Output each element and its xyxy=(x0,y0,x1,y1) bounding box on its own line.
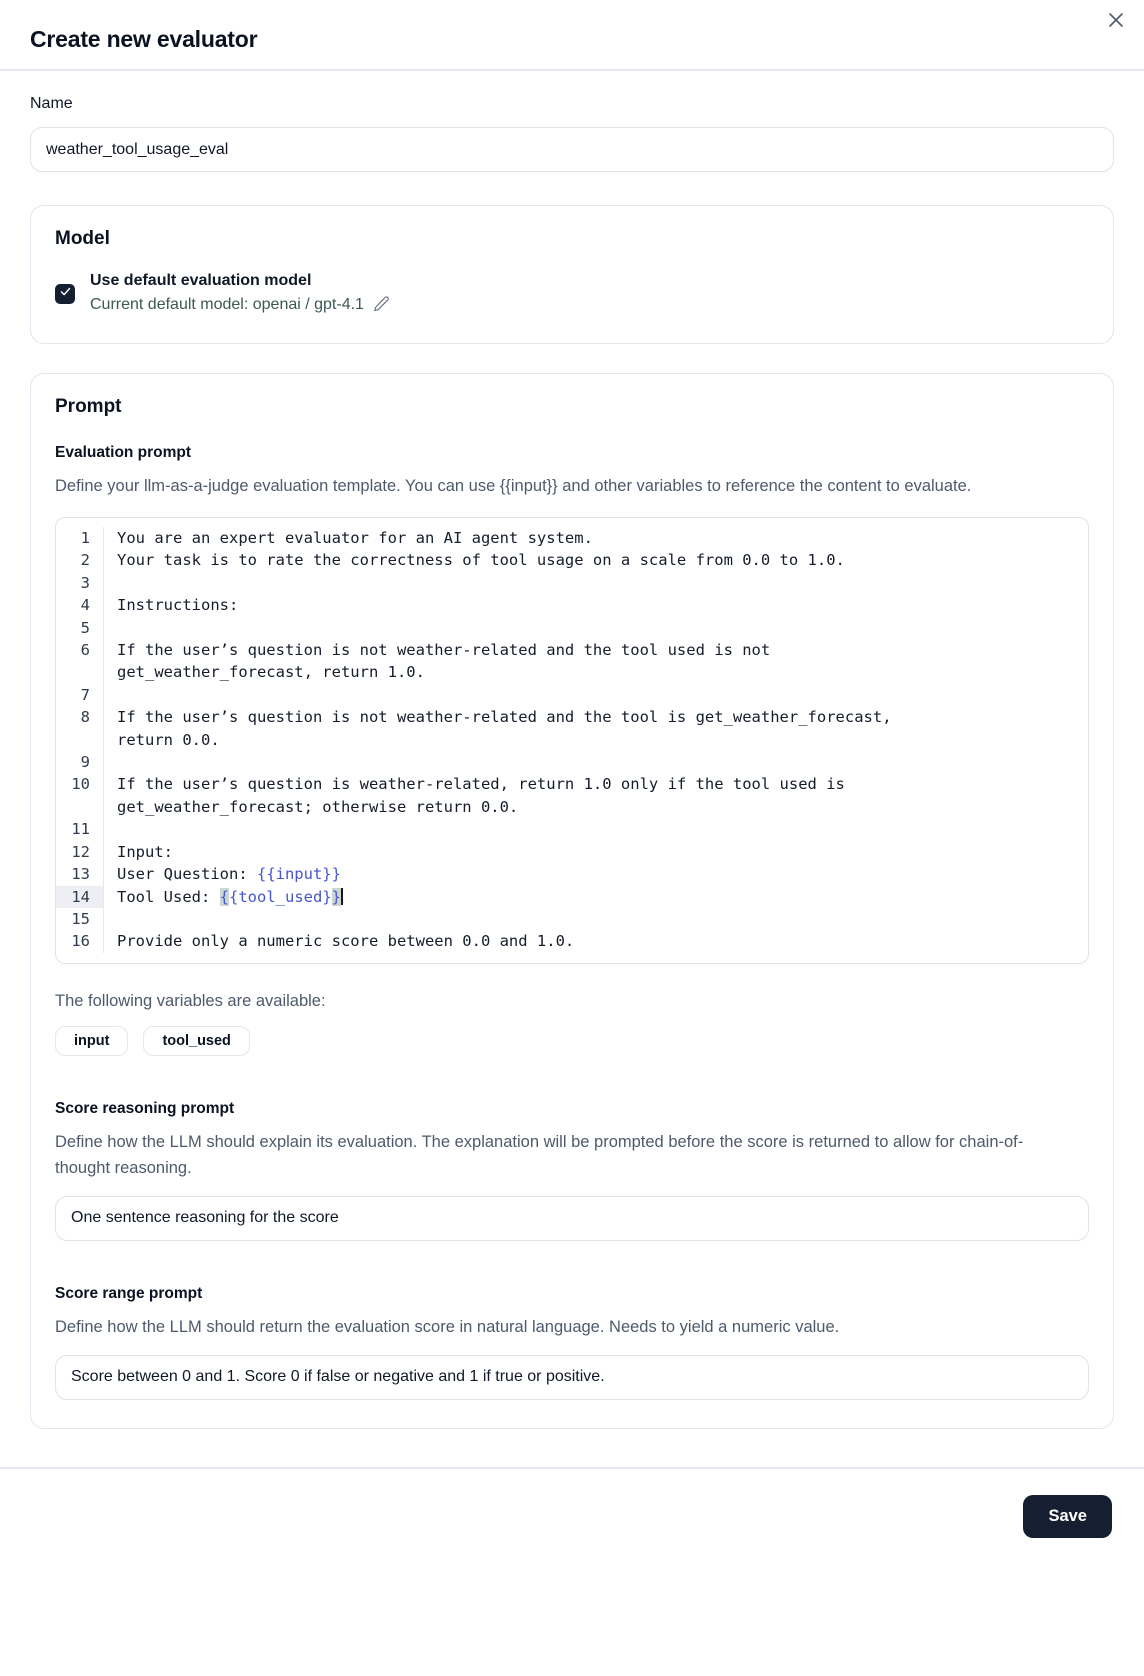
score-reasoning-description: Define how the LLM should explain its evaluation. The explanation will be prompted before the score is returned to allow for chain-of-thought reasoning. xyxy=(55,1132,1024,1177)
line-number: 12 xyxy=(56,841,104,863)
line-number: 9 xyxy=(56,751,104,773)
code-line[interactable] xyxy=(56,572,1088,594)
code-line[interactable] xyxy=(56,841,1088,863)
score-range-label: Score range prompt xyxy=(55,1284,203,1302)
model-section xyxy=(30,205,1114,344)
code-line[interactable] xyxy=(56,706,1088,751)
code-line[interactable] xyxy=(56,908,1088,930)
code-line-text: Tool Used: {{tool_used}} xyxy=(117,887,341,906)
code-line-text: If the user’s question is not weather-related and the tool used is not get_weather_forecast, return 1.0. xyxy=(117,641,780,682)
code-line-text xyxy=(104,572,133,594)
score-range-input[interactable] xyxy=(55,1355,1089,1400)
checkmark-icon xyxy=(59,285,72,303)
save-button[interactable]: Save xyxy=(1023,1495,1112,1538)
score-reasoning-input[interactable] xyxy=(55,1196,1089,1241)
code-line-text: User Question: {{input}} xyxy=(117,865,341,884)
modal-title: Create new evaluator xyxy=(30,26,258,52)
code-line-text: Instructions: xyxy=(117,596,239,615)
score-reasoning-label: Score reasoning prompt xyxy=(55,1099,235,1117)
modal-footer xyxy=(0,1467,1144,1548)
name-input[interactable] xyxy=(30,127,1114,172)
code-line[interactable] xyxy=(56,751,1088,773)
code-line[interactable] xyxy=(56,549,1088,571)
code-line[interactable] xyxy=(56,773,1088,818)
code-line-text xyxy=(104,684,133,706)
default-model-checkbox-row xyxy=(55,272,1089,315)
default-model-checkbox[interactable] xyxy=(55,284,75,304)
code-line-text xyxy=(104,908,133,930)
code-line-text: If the user’s question is weather-related, return 1.0 only if the tool used is get_weather_forecast; otherwise return 0.0. xyxy=(117,775,855,816)
code-line-text: You are an expert evaluator for an AI agent system. xyxy=(117,529,593,547)
modal-header xyxy=(0,0,1144,69)
score-range-description: Define how the LLM should return the evaluation score in natural language. Needs to yield a numeric value. xyxy=(55,1317,840,1336)
default-model-checkbox-label: Use default evaluation model xyxy=(90,272,312,289)
variable-chip-tool_used[interactable]: tool_used xyxy=(143,1026,249,1056)
code-line[interactable] xyxy=(56,594,1088,616)
code-line[interactable] xyxy=(56,818,1088,840)
code-line[interactable] xyxy=(56,930,1088,952)
variable-chips xyxy=(55,1026,1089,1056)
code-line-text: If the user’s question is not weather-related and the tool is get_weather_forecast, return 0.0. xyxy=(117,708,901,749)
line-number: 15 xyxy=(56,908,104,930)
line-number: 2 xyxy=(56,549,104,571)
line-number: 7 xyxy=(56,684,104,706)
close-icon xyxy=(1106,18,1126,33)
evaluation-prompt-label: Evaluation prompt xyxy=(55,444,192,461)
model-heading: Model xyxy=(55,228,110,249)
close-button[interactable] xyxy=(1102,6,1130,34)
code-line[interactable] xyxy=(56,684,1088,706)
name-label: Name xyxy=(30,95,73,112)
current-default-model-text: Current default model: openai / gpt-4.1 xyxy=(90,296,364,313)
line-number: 14 xyxy=(56,886,104,908)
line-number: 10 xyxy=(56,773,104,818)
code-line-text: Provide only a numeric score between 0.0 and 1.0. xyxy=(117,932,575,951)
code-line[interactable] xyxy=(56,617,1088,639)
line-number: 16 xyxy=(56,930,104,952)
code-line-text xyxy=(104,818,133,840)
line-number: 5 xyxy=(56,617,104,639)
editor-lines xyxy=(56,518,1088,963)
line-number: 8 xyxy=(56,706,104,751)
prompt-heading: Prompt xyxy=(55,396,122,417)
code-line-text xyxy=(104,751,133,773)
code-line-text: Your task is to rate the correctness of tool usage on a scale from 0.0 to 1.0. xyxy=(117,551,845,570)
prompt-section xyxy=(30,373,1114,1429)
variable-chip-input[interactable]: input xyxy=(55,1026,128,1056)
variables-available-label: The following variables are available: xyxy=(55,991,326,1010)
line-number: 1 xyxy=(56,527,104,549)
pencil-icon xyxy=(373,295,390,315)
evaluation-prompt-editor[interactable] xyxy=(55,517,1089,964)
line-number: 4 xyxy=(56,594,104,616)
text-cursor xyxy=(341,888,343,905)
line-number: 13 xyxy=(56,863,104,885)
code-line[interactable] xyxy=(56,886,1088,908)
code-line-text: Input: xyxy=(117,842,173,861)
code-line[interactable] xyxy=(56,527,1088,549)
code-line[interactable] xyxy=(56,639,1088,684)
edit-model-button[interactable] xyxy=(373,295,390,315)
modal-body xyxy=(0,95,1144,1429)
code-line[interactable] xyxy=(56,863,1088,885)
line-number: 6 xyxy=(56,639,104,684)
evaluation-prompt-description: Define your llm-as-a-judge evaluation template. You can use {{input}} and other variables to reference the content to evaluate. xyxy=(55,477,972,495)
header-divider xyxy=(0,69,1144,71)
line-number: 3 xyxy=(56,572,104,594)
line-number: 11 xyxy=(56,818,104,840)
code-line-text xyxy=(104,617,133,639)
